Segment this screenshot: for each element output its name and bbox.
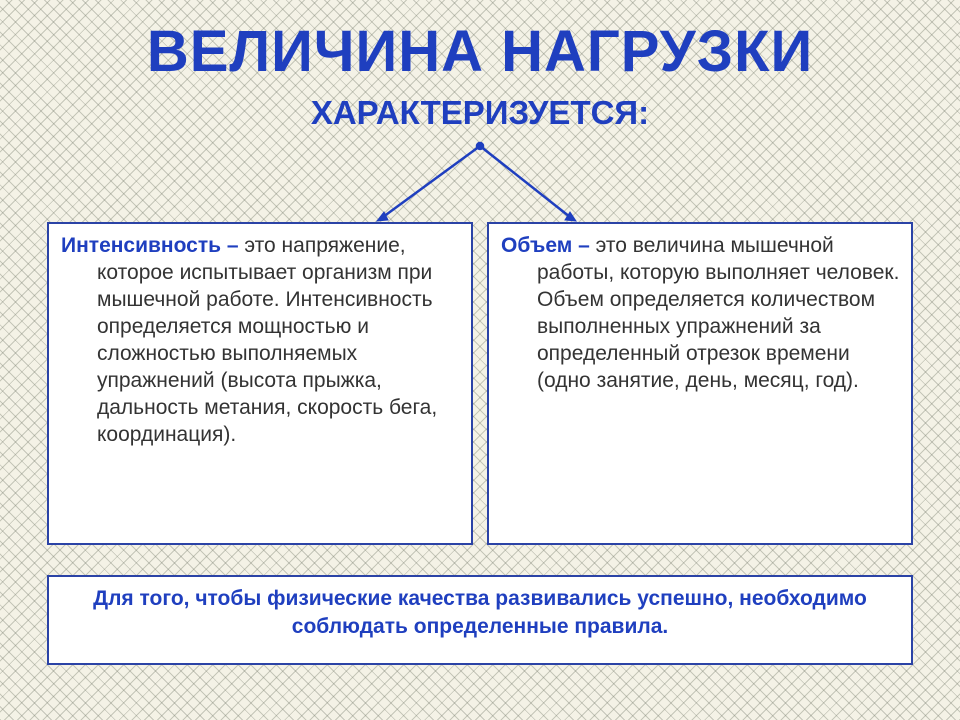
- intensity-paragraph: [61, 232, 461, 448]
- page-subtitle: ХАРАКТЕРИЗУЕТСЯ:: [310, 94, 650, 131]
- intensity-term: Интенсивность: [61, 234, 222, 257]
- arrow-to-intensity: [383, 146, 480, 217]
- volume-box: [487, 222, 913, 545]
- volume-definition: это величина мышечной работы, которую выполняет человек. Объем определяется количеством выполненных упражнений за определенный отрезок времени (одно занятие, день, месяц, год).: [537, 234, 900, 392]
- arrow-to-volume: [480, 146, 570, 217]
- intensity-dash: –: [221, 234, 245, 257]
- intensity-box: [47, 222, 473, 545]
- volume-paragraph: [501, 232, 901, 394]
- arrow-origin-dot: [477, 143, 483, 149]
- intensity-definition: это напряжение, которое испытывает организм при мышечной работе. Интенсивность определяется мощностью и сложностью выполняемых упражнений (высота прыжка, дальность метания, скорость бега, координация).: [97, 234, 438, 446]
- rules-note-box: [47, 575, 913, 665]
- volume-dash: –: [572, 234, 596, 257]
- volume-term: Объем: [501, 234, 573, 257]
- page-title: ВЕЛИЧИНА НАГРУЗКИ: [146, 19, 814, 84]
- rules-note-text: Для того, чтобы физические качества развивались успешно, необходимо соблюдать определенные правила.: [93, 587, 867, 638]
